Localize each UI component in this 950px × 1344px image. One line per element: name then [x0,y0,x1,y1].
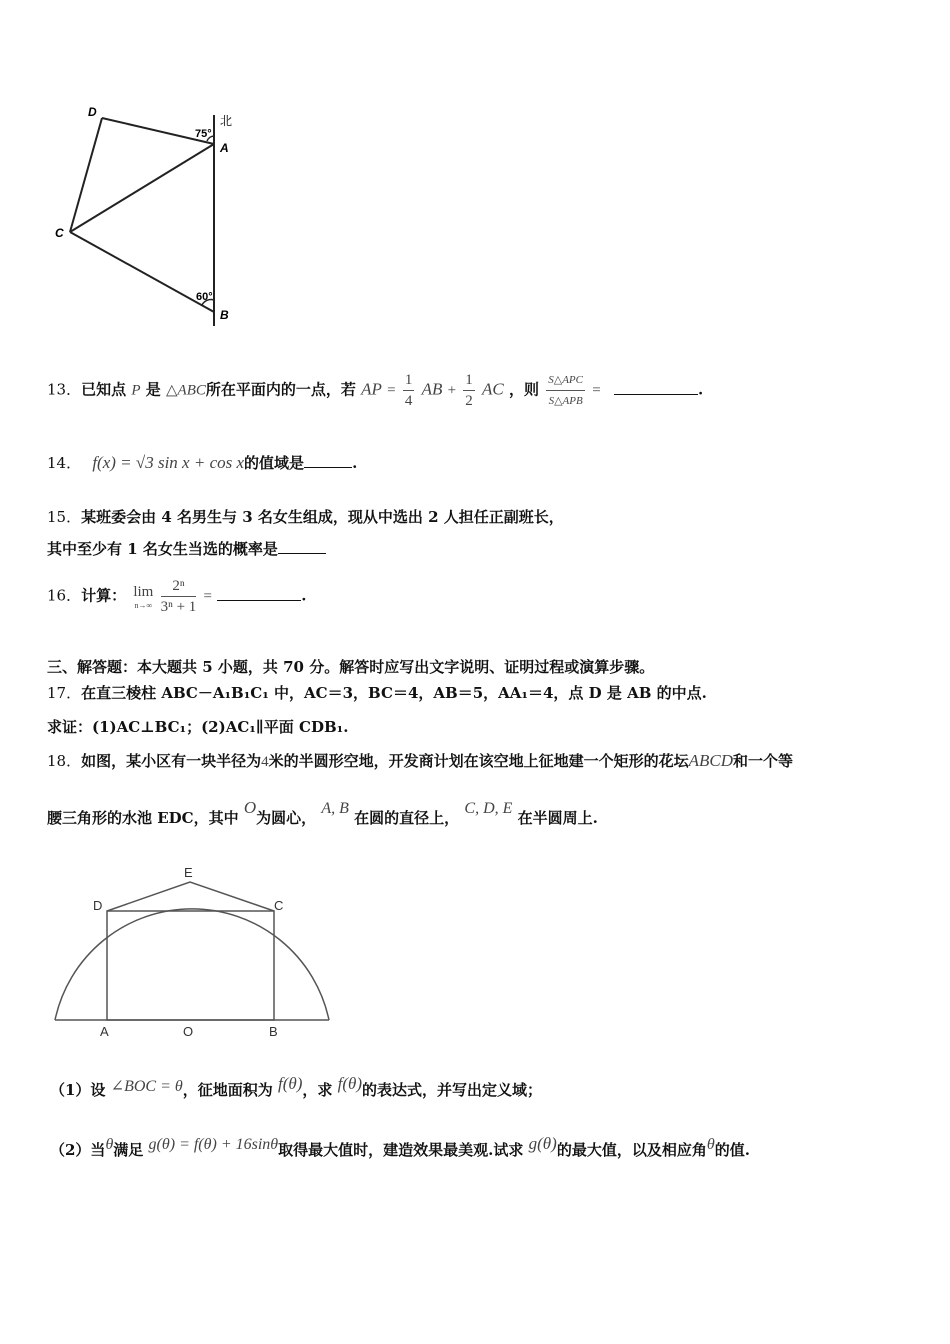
question-15-line-1 [47,506,564,527]
question-18-line-1 [47,750,793,771]
q18-center-o: O [243,798,257,817]
q13-vector-ab: AB [421,379,443,399]
section-3-heading: 三、解答题：本大题共 5 小题，共 70 分。解答时应写出文字说明、证明过程或演算步骤。 [47,658,655,676]
label-angle-60: 60° [196,291,213,303]
q13-point-p: P [131,382,141,399]
q17-text-1: 在直三棱柱 ABC－A₁B₁C₁ 中，AC＝3，BC＝4，AB＝5，AA₁＝4，点 D 是 AB 的中点. [81,684,707,702]
q16-answer-blank[interactable] [217,600,301,601]
q18-p1-label: （1）设 [50,1081,106,1099]
label-e: E [184,865,193,880]
q13-text-1: 已知点 [81,380,127,399]
q13-period: . [697,380,704,399]
q14-text: 的值域是 [244,454,305,472]
question-14 [47,452,357,473]
q18-p1-text-3: 的表达式，并写出定义域； [362,1081,543,1099]
q18-text-1b: 米的半圆形空地，开发商计划在该空地上征地建一个矩形的花坛 [268,752,689,770]
triangle-edc [107,882,274,911]
question-15-line-2 [47,538,326,559]
q18-points-ab: A, B [321,800,349,817]
q18-p1-f: f(θ) [277,1074,303,1093]
label-d2: D [93,898,103,913]
q18-text-1c: 和一个等 [733,752,794,770]
question-13 [47,370,703,411]
q16-equals: = [203,588,212,605]
label-a: A [220,141,229,155]
segment-cb [70,232,214,312]
q13-equals-2: = [592,382,601,399]
q13-fraction-1: $\frac{1}{4}$ [404,372,413,409]
q18-text-1a: 如图，某小区有一块半径为 [81,752,262,770]
q16-limit: lim n→∞ [133,583,154,610]
q18-p2-text-3: 的最大值，以及相应角 [556,1141,707,1159]
question-16 [47,576,306,617]
q15-number: 15． [47,508,82,526]
q18-p2-expression: g(θ) = f(θ) + 16sinθ [148,1136,279,1153]
q13-answer-blank[interactable] [614,394,698,395]
q18-text-2a: 腰三角形的水池 EDC，其中 [47,809,239,827]
q14-answer-blank[interactable] [304,467,352,468]
q18-text-2b: 为圆心， [256,809,317,827]
q18-p1-angle: ∠BOC = θ [110,1078,183,1095]
q13-vector-ac: AC [482,379,504,399]
q18-p1-text-1: ，征地面积为 [182,1081,273,1099]
label-b2: B [269,1024,278,1039]
question-18-line-2 [47,798,598,828]
question-18-part-2 [50,1134,750,1160]
label-angle-75: 75° [195,128,212,140]
q13-vector-ap: AP [361,379,382,399]
q18-text-2c: 在圆的直径上， [354,809,460,827]
q13-text-3: 所在平面内的一点，若 [205,380,356,399]
q13-text-2: 是 [145,380,161,399]
q13-text-4: ，则 [509,380,540,399]
label-c2: C [274,898,284,913]
q18-p2-text-2: 取得最大值时，建造效果最美观.试求 [278,1141,524,1159]
label-d: D [88,105,97,119]
q15-text-1: 某班委会由 4 名男生与 3 名女生组成，现从中选出 2 人担任正副班长， [81,508,564,526]
q13-equals: = [387,382,396,399]
q15-text-2: 其中至少有 1 名女生当选的概率是 [47,540,278,558]
rectangle-abcd [107,911,274,1020]
q18-p1-f2: f(θ) [337,1074,363,1093]
q16-text: 计算： [81,586,127,605]
label-north: 北 [220,114,233,128]
q15-answer-blank[interactable] [278,553,326,554]
q14-period: . [352,454,358,472]
q17-number: 17． [47,684,82,702]
label-b: B [220,308,229,322]
q13-triangle: △ABC [166,382,206,399]
q16-fraction: $\frac{\text{2ⁿ}}{\text{3ⁿ + 1}}$ [160,578,197,615]
q13-fraction-2: $\frac{1}{2}$ [465,372,473,409]
label-a2: A [100,1024,109,1039]
q18-points-cde: C, D, E [464,800,513,817]
q13-plus: + [447,382,457,399]
q18-p2-text-4: 的值. [714,1141,750,1159]
q16-number: 16． [47,586,82,605]
q18-text-2d: 在半圆周上. [517,809,598,827]
figure-semicircle-diagram [45,860,345,1040]
label-o: O [183,1024,194,1039]
q18-p2-theta-2: θ [706,1136,715,1153]
q18-p2-theta: θ [105,1136,114,1153]
label-c: C [55,226,64,240]
q13-number: 13． [47,380,82,399]
q16-period: . [301,586,307,605]
semicircle-arc [55,909,329,1020]
q18-number: 18． [47,752,82,770]
q18-p1-text-2: ，求 [302,1081,333,1099]
q14-number: 14． [47,454,82,472]
question-17-line-1 [47,682,707,703]
q18-abcd: ABCD [688,751,734,770]
q18-p2-label: （2）当 [50,1141,106,1159]
q18-p2-g: g(θ) [528,1134,557,1153]
question-18-part-1 [50,1074,542,1100]
q18-radius: 4 [261,754,269,770]
question-17-line-2: 求证：(1)AC⊥BC₁；(2)AC₁∥平面 CDB₁. [47,718,349,736]
q18-p2-text-1: 满足 [113,1141,144,1159]
figure-bearing-diagram [50,100,250,335]
q14-expression: f(x) = √3 sin x + cos x [92,453,245,472]
q13-area-ratio: $\frac{\text{S△APC}}{\text{S△APB}}$ [546,370,585,411]
